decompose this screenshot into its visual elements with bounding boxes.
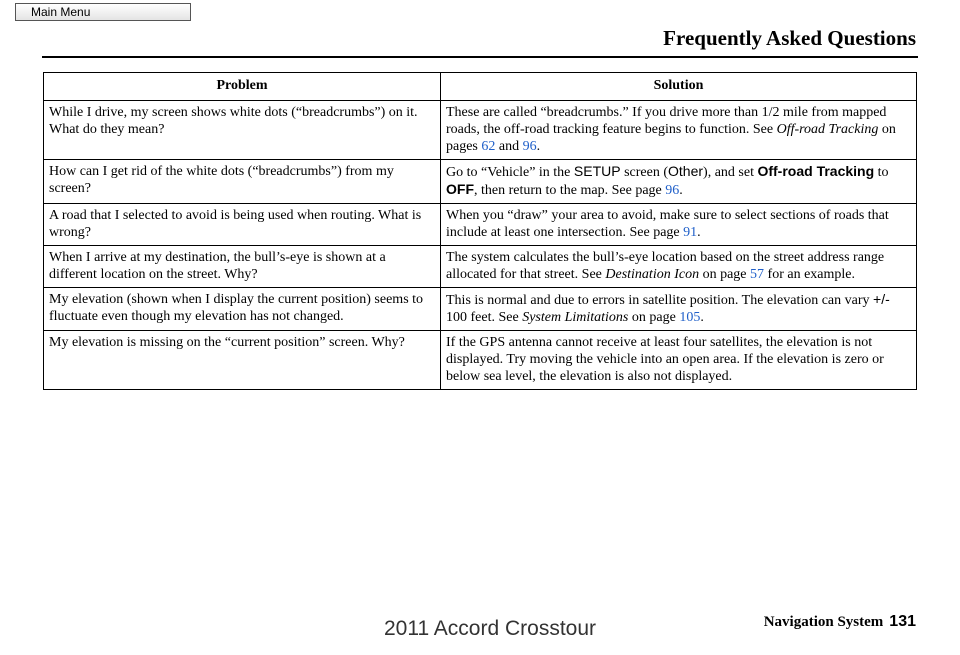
problem-cell: When I arrive at my destination, the bull’s-eye is shown at a different location on the street. Why? — [44, 246, 441, 288]
solution-text: for an example. — [764, 267, 855, 282]
page-link[interactable]: 57 — [750, 267, 765, 282]
page-link[interactable]: 96 — [665, 183, 680, 198]
solution-cell — [441, 101, 917, 160]
page-link[interactable]: 105 — [679, 310, 701, 325]
solution-cell — [441, 160, 917, 204]
solution-text: . — [700, 310, 704, 325]
solution-text: on pages — [446, 122, 896, 154]
solution-text: screen ( — [620, 165, 669, 180]
watermark: 2011 Accord Crosstour — [383, 617, 597, 640]
solution-text: on page — [699, 267, 751, 282]
problem-cell: How can I get rid of the white dots (“breadcrumbs”) from my screen? — [44, 160, 441, 204]
table-row — [44, 246, 917, 288]
solution-text: . — [536, 139, 541, 154]
solution-text: The system calculates the bull’s-eye location based on the street address range allocated for that street. See — [446, 250, 885, 282]
ref-system-limitations: System Limitations — [522, 310, 629, 325]
problem-cell: While I drive, my screen shows white dots (“breadcrumbs”) on it. What do they mean? — [44, 101, 441, 160]
solution-text: ), and set — [703, 165, 758, 180]
problem-cell: A road that I selected to avoid is being used when routing. What is wrong? — [44, 204, 441, 246]
ref-off-road-tracking: Off-road Tracking — [776, 122, 879, 137]
ref-destination-icon: Destination Icon — [605, 267, 700, 282]
table-row — [44, 331, 917, 390]
solution-text: When you “draw” your area to avoid, make sure to select sections of roads that include at least one intersection. See page — [446, 208, 889, 240]
page-number: 131 — [889, 613, 916, 630]
title-divider — [42, 56, 918, 58]
solution-cell — [441, 246, 917, 288]
main-menu-button[interactable]: Main Menu — [15, 3, 191, 21]
off-term: OFF — [446, 181, 474, 197]
setup-term: SETUP — [573, 163, 621, 179]
off-road-tracking-term: Off-road Tracking — [757, 163, 875, 179]
solution-cell — [441, 288, 917, 331]
plus-minus-symbol: +/- — [873, 291, 890, 307]
solution-cell: If the GPS antenna cannot receive at least four satellites, the elevation is not displayed. Try moving the vehicle into an open area. If the elevation is zero or below sea level, the elevation is also not displayed. — [441, 331, 917, 390]
solution-text: . — [679, 183, 683, 198]
page-link[interactable]: 62 — [481, 139, 496, 154]
table-row — [44, 101, 917, 160]
problem-cell: My elevation is missing on the “current position” screen. Why? — [44, 331, 441, 390]
header-problem: Problem — [44, 73, 441, 101]
solution-text: . — [697, 225, 701, 240]
page-link[interactable]: 91 — [683, 225, 698, 240]
table-header-row — [44, 73, 917, 101]
table-row — [44, 160, 917, 204]
table-row — [44, 288, 917, 331]
page-title: Frequently Asked Questions — [663, 26, 916, 50]
page-link[interactable]: 96 — [522, 139, 537, 154]
solution-text: and — [495, 139, 523, 154]
footer-section-title: Navigation System — [763, 614, 884, 630]
solution-text: , then return to the map. See page — [474, 183, 666, 198]
solution-text: Go to “Vehicle” in the — [446, 165, 574, 180]
solution-text: 100 feet. See — [446, 310, 523, 325]
header-solution: Solution — [441, 73, 917, 101]
solution-text: to — [874, 165, 889, 180]
solution-cell — [441, 204, 917, 246]
other-term: Other — [668, 163, 704, 179]
solution-text: These are called “breadcrumbs.” If you drive more than 1/2 mile from mapped roads, the off-road tracking feature begins to function. See — [446, 105, 887, 137]
solution-text: on page — [628, 310, 680, 325]
solution-text: This is normal and due to errors in satellite position. The elevation can vary — [446, 293, 874, 308]
table-row — [44, 204, 917, 246]
faq-table — [43, 72, 917, 390]
problem-cell: My elevation (shown when I display the current position) seems to fluctuate even though my elevation has not changed. — [44, 288, 441, 331]
